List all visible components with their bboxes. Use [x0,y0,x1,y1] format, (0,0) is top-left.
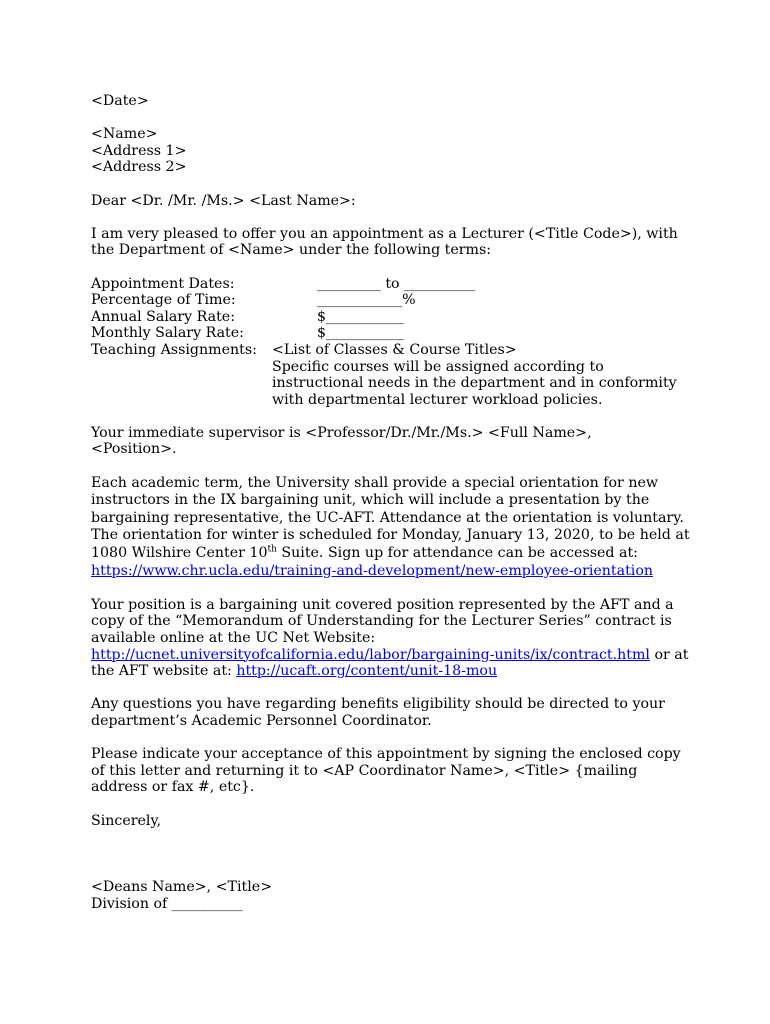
term-label: Teaching Assignments: [91,341,257,358]
intro-line: I am very pleased to offer you an appointment as a Lecturer (<Title Code>), with [91,225,678,242]
term-value: $___________ [317,308,405,325]
orientation-location: 1080 Wilshire Center 10 [91,545,268,562]
orientation-line: bargaining representative, the UC-AFT. Attendance at the orientation is voluntary. [91,509,684,526]
orientation-link[interactable]: https://www.chr.ucla.edu/training-and-development/new-employee-orientation [91,562,654,579]
acceptance-line: address or fax #, etc}. [91,779,255,796]
teaching-line: <List of Classes & Course Titles> [272,341,517,358]
letter-date: <Date> [91,93,149,109]
acceptance-line: Please indicate your acceptance of this appointment by signing the enclosed copy [91,746,681,763]
offer-letter [91,93,691,912]
union-line: copy of the “Memorandum of Understanding for the Lecturer Series” contract is [91,613,672,630]
benefits-line: Any questions you have regarding benefits eligibility should be directed to your [91,696,665,713]
teaching-assignments [272,342,677,408]
supervisor-line: <Position>. [91,441,177,458]
signer-name: <Deans Name>, <Title> [91,879,273,896]
orientation-line: instructors in the IX bargaining unit, which will include a presentation by the [91,492,650,509]
terms-table [91,276,691,409]
division-line: Division of __________ [91,895,243,912]
term-row-annual [91,309,691,326]
teaching-line: with departmental lecturer workload policies. [272,391,603,408]
term-value: ____________% [317,292,416,309]
term-row-dates [91,276,691,293]
term-label: Percentage of Time: [91,292,236,309]
benefits-paragraph [91,696,691,729]
intro-line: the Department of <Name> under the following terms: [91,242,492,259]
signature-space [91,829,691,879]
acceptance-paragraph [91,746,691,796]
term-value: _________ to __________ [317,275,476,292]
term-row-percentage [91,292,691,309]
recipient-name: <Name> [91,126,158,143]
benefits-line: department’s Academic Personnel Coordinator. [91,712,432,729]
supervisor-line: Your immediate supervisor is <Professor/Dr./Mr./Ms.> <Full Name>, [91,424,592,441]
orientation-signup: Suite. Sign up for attendance can be accessed at: [276,545,638,562]
term-label: Appointment Dates: [91,275,235,292]
union-line: available online at the UC Net Website: [91,630,376,646]
recipient-address-1: <Address 1> [91,142,187,159]
term-value: $___________ [317,325,405,342]
orientation-paragraph [91,475,691,581]
supervisor-paragraph [91,425,691,458]
acceptance-line: of this letter and returning it to <AP Coordinator Name>, <Title> {mailing [91,762,638,779]
union-line: Your position is a bargaining unit covered position represented by the AFT and a [91,596,674,613]
ucnet-contract-link[interactable]: http://ucnet.universityofcalifornia.edu/labor/bargaining-units/ix/contract.html [91,646,650,663]
term-row-teaching [91,342,691,408]
teaching-line: Specific courses will be assigned according to [272,358,604,375]
ordinal-suffix: th [267,544,277,555]
union-or-at: or at [649,646,689,663]
orientation-line [91,545,691,563]
union-paragraph [91,597,691,680]
salutation: Dear <Dr. /Mr. /Ms.> <Last Name>: [91,192,356,209]
recipient-address-2: <Address 2> [91,159,187,176]
teaching-line: instructional needs in the department and in conformity [272,375,677,392]
term-label: Annual Salary Rate: [91,308,235,325]
closing: Sincerely, [91,812,162,829]
orientation-line: Each academic term, the University shall provide a special orientation for new [91,474,659,491]
recipient-block [91,126,691,176]
aft-website-label: the AFT website at: [91,663,237,680]
term-row-monthly [91,325,691,342]
intro-paragraph [91,226,691,259]
term-label: Monthly Salary Rate: [91,325,244,342]
aft-mou-link[interactable]: http://ucaft.org/content/unit-18-mou [236,663,498,680]
orientation-line: The orientation for winter is scheduled for Monday, January 13, 2020, to be held at [91,527,690,544]
